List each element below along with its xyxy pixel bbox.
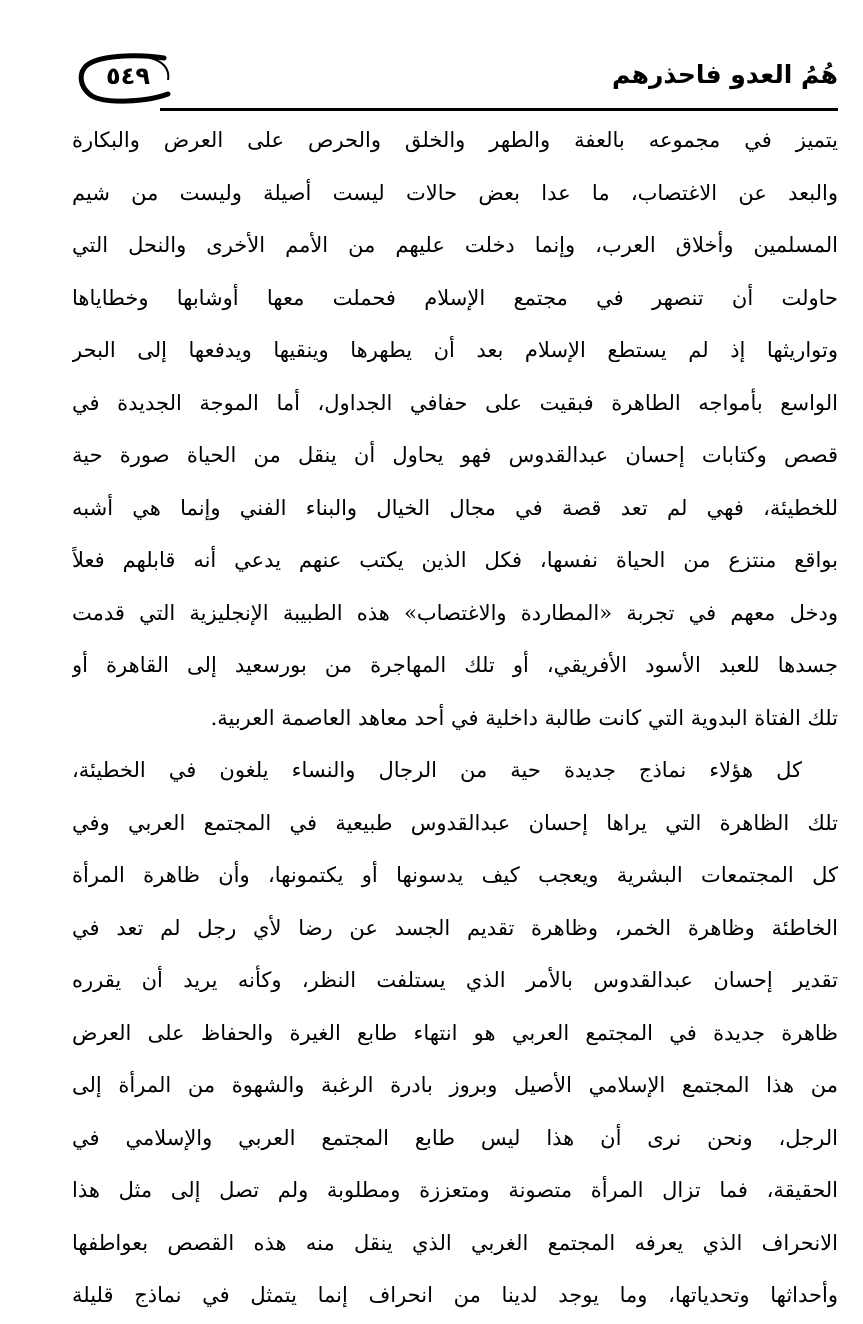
running-title: هُمُ العدو فاحذرهم: [612, 60, 838, 89]
text-line: والبعد عن الاغتصاب، ما عدا بعض حالات ليست أصيلة وليست من شيم: [72, 180, 838, 205]
page-header: [76, 48, 838, 110]
text-line: للخطيئة، فهي لم تعد قصة في مجال الخيال والبناء الفني وإنما هي أشبه: [72, 495, 838, 520]
text-line: ودخل معهم في تجربة «المطاردة والاغتصاب» هذه الطبيبة الإنجليزية التي قدمت: [72, 600, 838, 625]
text-line: تلك الظاهرة التي يراها إحسان عبدالقدوس طبيعية في المجتمع العربي وفي: [72, 810, 838, 835]
text-line: وأحداثها وتحدياتها، وما يوجد لدينا من انحراف إنما يتمثل في نماذج قليلة: [72, 1283, 838, 1307]
text-line: بواقع منتزع من الحياة نفسها، فكل الذين يكتب عنهم يدعي أنه قابلهم فعلاً: [72, 548, 838, 572]
text-line: حاولت أن تنصهر في مجتمع الإسلام فحملت معها أوشابها وخطاياها: [72, 285, 838, 310]
page-body: [72, 114, 838, 1322]
text-line: جسدها للعبد الأسود الأفريقي، أو تلك المهاجرة من بورسعيد إلى القاهرة أو: [72, 653, 838, 677]
header-rule: [160, 108, 838, 111]
text-line: كل المجتمعات البشرية ويعجب كيف يدسونها أو يكتمونها، وأن ظاهرة المرأة: [72, 863, 838, 887]
text-line: المسلمين وأخلاق العرب، وإنما دخلت عليهم من الأمم الأخرى والنحل التي: [72, 233, 838, 257]
text-line: تلك الفتاة البدوية التي كانت طالبة داخلية في أحد معاهد العاصمة العربية.: [210, 705, 838, 730]
text-line: قصص وكتابات إحسان عبدالقدوس فهو يحاول أن ينقل من الحياة صورة حية: [72, 443, 838, 467]
text-line: يتميز في مجموعه بالعفة والطهر والخلق والحرص على العرض والبكارة: [72, 128, 838, 152]
text-line: وتواريثها إذ لم يستطع الإسلام بعد أن يطهرها وينقيها ويدفعها إلى البحر: [72, 338, 838, 362]
text-line: الخاطئة وظاهرة الخمر، وظاهرة تقديم الجسد عن رضا لأي رجل لم تعد في: [72, 915, 838, 940]
page-number-frame: [76, 52, 172, 104]
text-line: الرجل، ونحن نرى أن هذا ليس طابع المجتمع العربي والإسلامي في: [72, 1125, 838, 1150]
text-line: كل هؤلاء نماذج جديدة حية من الرجال والنساء يلغون في الخطيئة،: [72, 758, 802, 782]
text-line: الانحراف الذي يعرفه المجتمع الغربي الذي ينقل منه هذه القصص بعواطفها: [72, 1230, 838, 1255]
text-line: الحقيقة، فما تزال المرأة متصونة ومتعززة ومطلوبة ولم تصل إلى مثل هذا: [72, 1178, 838, 1202]
text-line: ظاهرة جديدة في المجتمع العربي هو انتهاء طابع الغيرة والحفاظ على العرض: [72, 1020, 838, 1045]
text-line: تقدير إحسان عبدالقدوس بالأمر الذي يستلفت النظر، وكأنه يريد أن يقرره: [72, 968, 838, 992]
text-line: من هذا المجتمع الإسلامي الأصيل وبروز بادرة الرغبة والشهوة من المرأة إلى: [72, 1073, 838, 1097]
page-number: ٥٤٩: [106, 62, 150, 90]
text-line: الواسع بأمواجه الطاهرة فبقيت على حفافي الجداول، أما الموجة الجديدة في: [72, 390, 838, 415]
